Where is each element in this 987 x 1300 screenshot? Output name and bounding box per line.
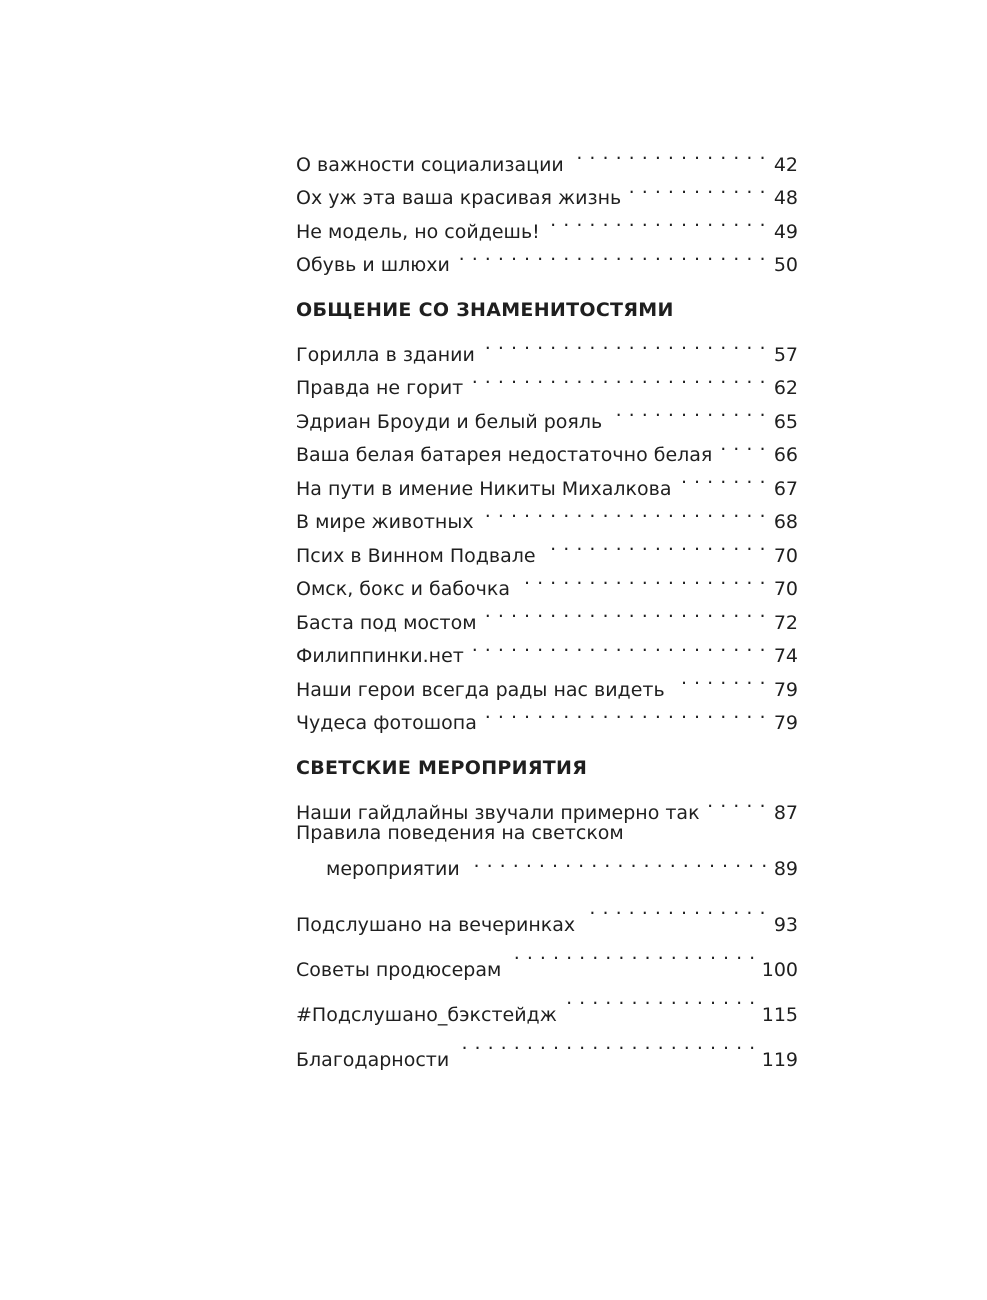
- toc-entry-title: Баста под мостом: [296, 611, 477, 634]
- toc-section-social-events: [296, 751, 798, 1071]
- dot-leader: [629, 171, 766, 205]
- toc-entry-page: 100: [761, 958, 798, 981]
- toc-entry-page: 72: [773, 611, 798, 634]
- toc-entry-title: Советы продюсерам: [296, 958, 502, 981]
- dot-leader: [518, 562, 766, 596]
- dot-leader: [485, 595, 766, 629]
- dot-leader: [565, 976, 756, 1021]
- dot-leader: [509, 931, 755, 976]
- toc-entry-page: 70: [773, 544, 798, 567]
- dot-leader: [610, 394, 766, 428]
- toc-entry-title: #Подслушано_бэкстейдж: [296, 1003, 557, 1026]
- dot-leader: [483, 327, 766, 361]
- toc-entry-title: Горилла в здании: [296, 343, 475, 366]
- toc-section-celebrities: [296, 293, 798, 734]
- toc-entry-page: 48: [773, 187, 798, 209]
- dot-leader: [548, 204, 766, 238]
- toc-entry-title: Наши герои всегда рады нас видеть: [296, 678, 665, 701]
- toc-entry-title: На пути в имение Никиты Михалкова: [296, 477, 672, 500]
- toc-entry-page: 68: [773, 511, 798, 533]
- toc-entry-page: 79: [773, 712, 798, 734]
- toc-entry-title: Наши гайдлайны звучали примерно так: [296, 801, 700, 824]
- toc-entry-title: Благодарности: [296, 1048, 450, 1071]
- toc-entry-continuation: [296, 847, 798, 880]
- toc-entry-title: Ох уж эта ваша красивая жизнь: [296, 187, 622, 209]
- toc-entry[interactable]: [296, 886, 798, 936]
- dot-leader: [708, 785, 766, 819]
- toc-entry-title: Ваша белая батарея недостаточно белая: [296, 444, 713, 466]
- toc-entry-page: 67: [773, 477, 798, 500]
- toc-entry-page: 57: [773, 343, 798, 366]
- dot-leader: [583, 886, 766, 931]
- toc-entry-title: Омск, бокс и бабочка: [296, 578, 511, 600]
- toc-entry-title: Правда не горит: [296, 377, 464, 399]
- dot-leader: [720, 428, 766, 462]
- toc-entry-page: 42: [773, 153, 798, 176]
- toc-entry[interactable]: [296, 327, 798, 366]
- toc-entry-page: 93: [773, 913, 798, 936]
- dot-leader: [458, 238, 766, 272]
- toc-entry-page: 62: [773, 377, 798, 399]
- toc-entry-title: Не модель, но сойдешь!: [296, 220, 540, 243]
- toc-entry-multiline[interactable]: [296, 819, 798, 880]
- toc-entry-title: Псих в Винном Подвале: [296, 544, 536, 567]
- toc-entry-title: Обувь и шлюхи: [296, 254, 450, 276]
- toc-entry-title: Чудеса фотошопа: [296, 712, 477, 734]
- toc-entry-title: Филиппинки.нет: [296, 645, 464, 667]
- dot-leader: [482, 495, 766, 529]
- toc-entry-title-line2: мероприятии: [326, 857, 460, 880]
- section-heading: ОБЩЕНИЕ СО ЗНАМЕНИТОСТЯМИ: [296, 299, 674, 321]
- dot-leader: [544, 528, 766, 562]
- dot-leader: [673, 662, 766, 696]
- toc-entry-page: 74: [773, 645, 798, 667]
- toc-entry[interactable]: [296, 137, 798, 176]
- toc-entry-page: 89: [773, 857, 798, 880]
- toc-entry-page: 119: [761, 1048, 798, 1071]
- toc-entry-page: 115: [761, 1003, 798, 1026]
- table-of-contents: [296, 137, 798, 1071]
- toc-entry-title: Подслушано на вечеринках: [296, 913, 576, 936]
- dot-leader: [572, 137, 766, 171]
- toc-entry-page: 66: [773, 444, 798, 466]
- toc-entry-page: 50: [773, 254, 798, 276]
- toc-entry-page: 87: [773, 801, 798, 824]
- toc-entry-title: В мире животных: [296, 511, 474, 533]
- dot-leader: [457, 1021, 756, 1066]
- toc-group-1: [296, 137, 798, 276]
- toc-entry-page: 49: [773, 220, 798, 243]
- toc-entry-page: 70: [773, 578, 798, 600]
- toc-entry-title: Эдриан Броуди и белый рояль: [296, 410, 603, 433]
- dot-leader: [679, 461, 766, 495]
- dot-leader: [472, 629, 766, 663]
- dot-leader: [471, 361, 766, 395]
- section-heading: СВЕТСКИЕ МЕРОПРИЯТИЯ: [296, 757, 588, 779]
- toc-entry-page: 65: [773, 410, 798, 433]
- dot-leader: [485, 696, 766, 730]
- toc-entry[interactable]: [296, 785, 798, 824]
- dot-leader: [468, 847, 768, 875]
- toc-entry-title-line1: Правила поведения на светском: [296, 821, 624, 844]
- toc-entry-title: О важности социализации: [296, 153, 564, 176]
- toc-entry-page: 79: [773, 678, 798, 701]
